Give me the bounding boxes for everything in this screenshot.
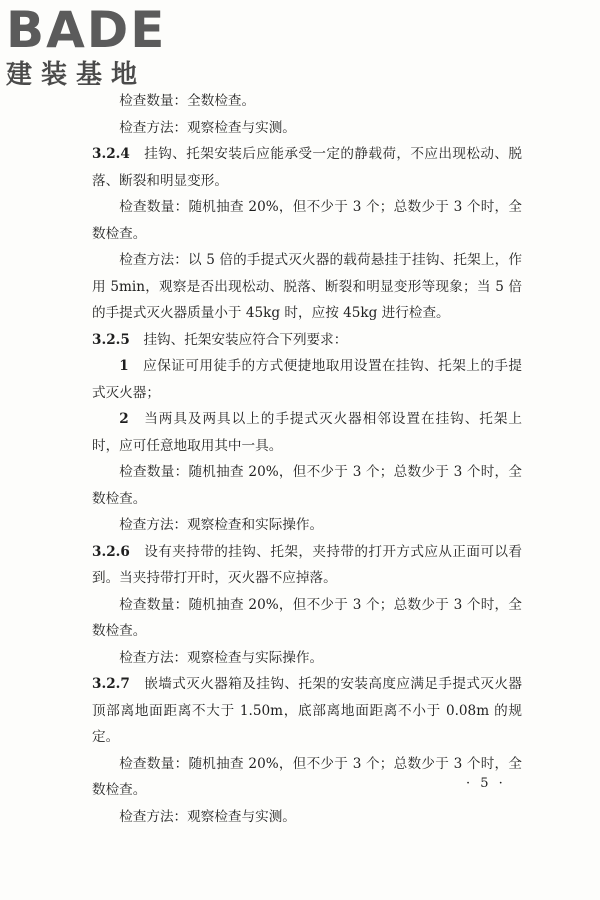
- clause-number: 3.2.6: [92, 543, 130, 560]
- paragraph-check-quantity: 检查数量：全数检查。: [119, 93, 256, 109]
- paragraph-check-method: 检查方法：以 5 倍的手提式灭火器的载荷悬挂于挂钩、托架上，作用 5min，观察是否出现松动、脱落、断裂和明显变形等现象；当 5 倍的手提式灭火器质量小于 45kg 时，应按 45kg 进行检查。: [92, 252, 522, 321]
- paragraph-check-quantity: 检查数量：随机抽查 20%，但不少于 3 个；总数少于 3 个时，全数检查。: [92, 596, 522, 639]
- item-number: 2: [119, 411, 129, 427]
- paragraph-check-method: 检查方法：观察检查和实际操作。: [119, 517, 324, 533]
- logo-brand: BADE: [6, 1, 167, 59]
- clause-number: 3.2.7: [92, 676, 130, 692]
- document-body: [92, 88, 522, 830]
- item-number: 1: [119, 358, 129, 374]
- page-number: · 5 ·: [466, 776, 506, 791]
- paragraph-check-method: 检查方法：观察检查与实测。: [119, 808, 296, 825]
- clause-3-2-4: 3.2.4 挂钩、托架安装后应能承受一定的静载荷，不应出现松动、脱落、断裂和明显变形。: [92, 146, 523, 189]
- clause-3-2-7: 3.2.7 嵌墙式灭火器箱及挂钩、托架的安装高度应满足手提式灭火器顶部离地面距离不大于 1.50m，底部离地面距离不小于 0.08m 的规定。: [92, 676, 523, 745]
- paragraph-check-quantity: 检查数量：随机抽查 20%，但不少于 3 个；总数少于 3 个时，全数检查。: [92, 199, 522, 242]
- logo-subtitle: 建装基地: [6, 60, 147, 90]
- paragraph-check-method: 检查方法：观察检查与实际操作。: [119, 649, 324, 666]
- paragraph-check-quantity: 检查数量：随机抽查 20%，但不少于 3 个；总数少于 3 个时，全数检查。: [92, 464, 522, 507]
- item-1: 1 应保证可用徒手的方式便捷地取用设置在挂钩、托架上的手提式灭火器；: [92, 358, 523, 401]
- paragraph-check-quantity: 检查数量：随机抽查 20%，但不少于 3 个；总数少于 3 个时，全数检查。: [92, 755, 522, 798]
- clause-number: 3.2.4: [92, 146, 130, 162]
- clause-number: 3.2.5: [92, 331, 130, 348]
- clause-3-2-6: 3.2.6 设有夹持带的挂钩、托架，夹持带的打开方式应从正面可以看到。当夹持带打开时，灭火器不应掉落。: [92, 543, 523, 586]
- bade-logo: [0, 0, 180, 95]
- paragraph-check-method: 检查方法：观察检查与实测。: [119, 119, 296, 136]
- clause-3-2-5: 3.2.5 挂钩、托架安装应符合下列要求：: [92, 331, 348, 348]
- item-2: 2 当两具及两具以上的手提式灭火器相邻设置在挂钩、托架上时，应可任意地取用其中一具。: [92, 411, 523, 454]
